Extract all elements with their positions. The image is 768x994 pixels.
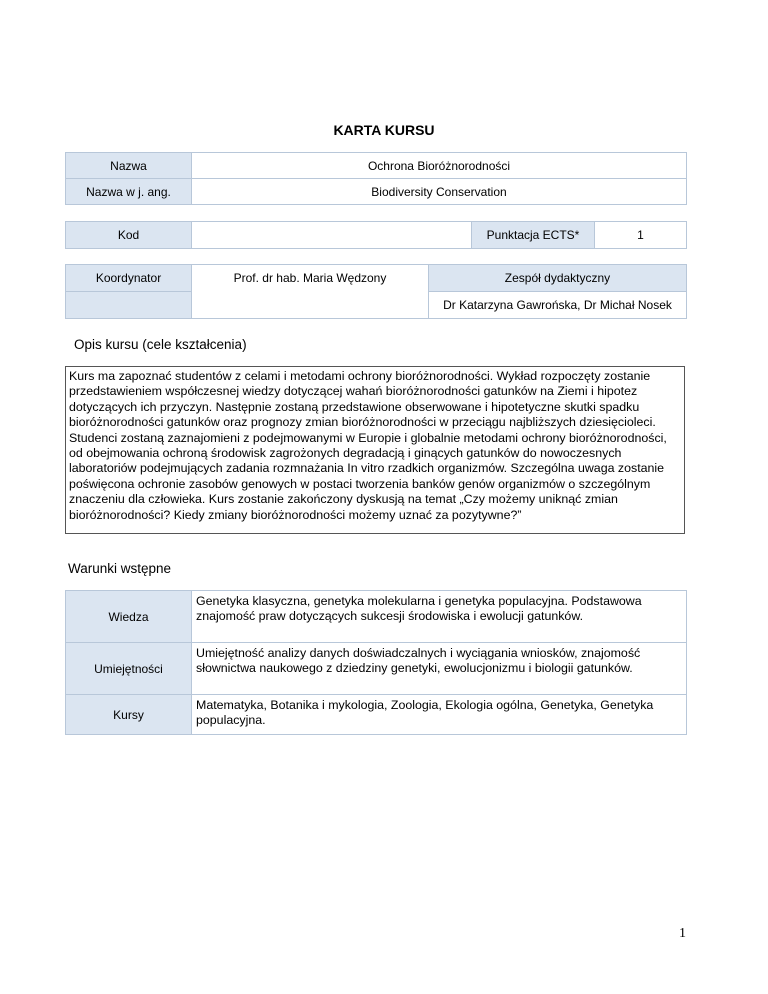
coordinator-table bbox=[65, 264, 687, 319]
prerequisite-label: Wiedza bbox=[66, 591, 192, 643]
coordinator-empty-cell bbox=[66, 292, 192, 319]
name-en-label: Nazwa w j. ang. bbox=[66, 179, 192, 205]
page-title: KARTA KURSU bbox=[333, 122, 435, 138]
description-heading: Opis kursu (cele kształcenia) bbox=[74, 337, 247, 352]
prerequisite-row bbox=[66, 643, 687, 695]
description-text: Kurs ma zapoznać studentów z celami i metodami ochrony bioróżnorodności. Wykład rozpoczęty zostanie przedstawieniem współczesnej wiedzy dotyczącej wahań bioróżnorodności gatunków na Ziemi i hipotez dotyczących ich przyczyn. Następnie zostaną przedstawione obserwowane i hipotetyczne skutki spadku bioróżnorodności gatunków oraz prognozy zmian bioróżnorodności w przeciągu najbliższych dziesięcioleci. Studenci zostaną zaznajomieni z podejmowanymi w Europie i globalnie metodami ochrony bioróżnorodności, od obejmowania ochroną środowisk zagrożonych degradacją i ginących gatunków do nowoczesnych laboratoriów podejmujących zadania rozmnażania In vitro rzadkich organizmów. Szczególna uwaga zostanie poświęcona ochronie zasobów genowych w postaci tworzenia banków genów organizmów o szczególnym znaczeniu dla człowieka. Kurs zostanie zakończony dyskusją na temat „Czy możemy uniknąć zmian bioróżnorodności? Kiedy zmiany bioróżnorodności możemy uznać za pozytywne?” bbox=[65, 366, 685, 534]
code-ects-table bbox=[65, 221, 687, 249]
ects-value: 1 bbox=[595, 222, 687, 249]
code-label: Kod bbox=[66, 222, 192, 249]
prerequisite-value: Genetyka klasyczna, genetyka molekularna i genetyka populacyjna. Podstawowa znajomość praw dotyczących sukcesji środowiska i ewolucji gatunków. bbox=[192, 591, 687, 643]
code-value bbox=[192, 222, 472, 249]
prerequisites-heading: Warunki wstępne bbox=[68, 561, 172, 576]
ects-label: Punktacja ECTS* bbox=[472, 222, 595, 249]
prerequisite-label: Umiejętności bbox=[66, 643, 192, 695]
prerequisite-label: Kursy bbox=[66, 695, 192, 735]
prerequisites-table bbox=[65, 590, 687, 735]
coordinator-value: Prof. dr hab. Maria Wędzony bbox=[192, 265, 429, 319]
name-label: Nazwa bbox=[66, 153, 192, 179]
page-number: 1 bbox=[679, 926, 686, 941]
name-en-value: Biodiversity Conservation bbox=[192, 179, 687, 205]
name-value: Ochrona Bioróżnorodności bbox=[192, 153, 687, 179]
team-value: Dr Katarzyna Gawrońska, Dr Michał Nosek bbox=[429, 292, 687, 319]
prerequisite-value: Matematyka, Botanika i mykologia, Zoologia, Ekologia ogólna, Genetyka, Genetyka populacyjna. bbox=[192, 695, 687, 735]
prerequisite-row bbox=[66, 591, 687, 643]
course-name-table bbox=[65, 152, 687, 205]
prerequisite-value: Umiejętność analizy danych doświadczalnych i wyciągania wniosków, znajomość słownictwa naukowego z dziedziny genetyki, ewolucjonizmu i biologii gatunków. bbox=[192, 643, 687, 695]
prerequisite-row bbox=[66, 695, 687, 735]
coordinator-label: Koordynator bbox=[66, 265, 192, 292]
team-label: Zespół dydaktyczny bbox=[429, 265, 687, 292]
